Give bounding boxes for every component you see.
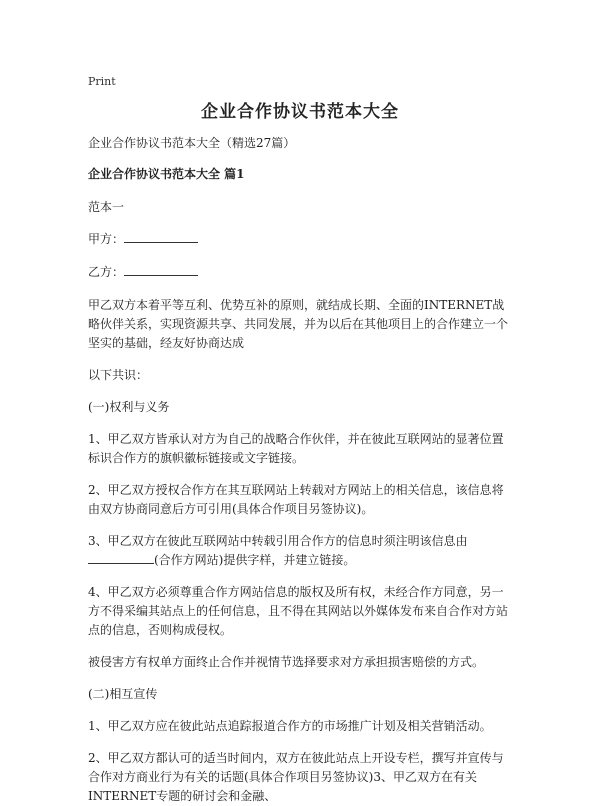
promo-clause-1: 1、甲乙双方应在彼此站点追踪报道合作方的市场推广计划及相关营销活动。	[88, 719, 492, 733]
intro-paragraph: 甲乙双方本着平等互利、优势互补的原则，就结成长期、全面的INTERNET战略伙伴关系，实现资源共享、共同发展，并为以后在其他项目上的合作建立一个坚实的基础，经友好协商达成	[88, 298, 509, 350]
partner-site-blank	[88, 552, 154, 564]
party-b-label: 乙方：	[88, 265, 125, 279]
party-b-blank	[124, 264, 198, 276]
document-title: 企业合作协议书范本大全	[201, 102, 399, 122]
rights-clause-1: 1、甲乙双方皆承认对方为自己的战略合作伙伴，并在彼此互联网站的显著位置标识合作方的旗帜徽标链接或文字链接。	[88, 432, 504, 465]
sample-label: 范本一	[88, 200, 125, 214]
promo-heading: (二)相互宣传	[88, 687, 158, 701]
rights-heading: (一)权利与义务	[88, 400, 170, 414]
promo-clause-2: 2、甲乙双方都认可的适当时间内，双方在彼此站点上开设专栏，撰写并宣传与合作对方商业行为有关的话题(具体合作项目另签协议)3、甲乙双方在有关INTERNET专题的研讨会和金融、	[88, 751, 504, 803]
print-link[interactable]: Print	[88, 75, 116, 88]
rights-clause-3-text-a: 3、甲乙双方在彼此互联网站中转载引用合作方的信息时须注明该信息由	[88, 534, 468, 548]
section-heading: 企业合作协议书范本大全 篇1	[88, 167, 245, 181]
remedy-paragraph: 被侵害方有权单方面终止合作并视情节选择要求对方承担损害赔偿的方式。	[88, 655, 485, 669]
rights-clause-4: 4、甲乙双方必须尊重合作方网站信息的版权及所有权，未经合作方同意，另一方不得采编其站点上的任何信息，且不得在其网站以外媒体发布来自合作对方站点的信息，否则构成侵权。	[88, 585, 509, 637]
rights-clause-3-text-b: (合作方网站)提供字样，并建立链接。	[154, 553, 356, 567]
party-a-blank	[124, 231, 198, 243]
rights-clause-3	[88, 532, 512, 570]
document-subtitle: 企业合作协议书范本大全（精选27篇）	[88, 136, 296, 150]
party-b-line	[88, 263, 512, 282]
consensus-paragraph: 以下共识：	[88, 368, 149, 382]
party-a-label: 甲方：	[88, 232, 125, 246]
party-a-line	[88, 230, 512, 249]
rights-clause-2: 2、甲乙双方授权合作方在其互联网站上转载对方网站上的相关信息，该信息将由双方协商同意后方可引用(具体合作项目另签协议)。	[88, 483, 504, 516]
